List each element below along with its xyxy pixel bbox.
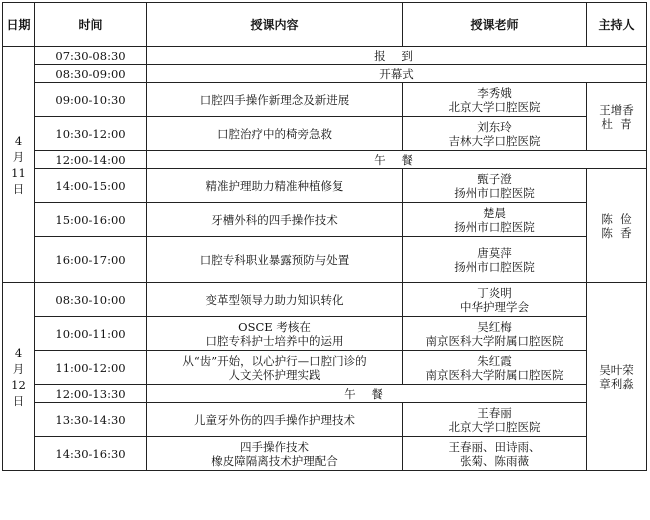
time-cell: 08:30-10:00 [35, 283, 147, 317]
host-cell: 陈 俭 陈 香 [587, 169, 647, 283]
host-cell: 王增香 杜 青 [587, 83, 647, 151]
content-cell: OSCE 考核在 口腔专科护士培养中的运用 [147, 317, 403, 351]
teacher-cell: 吴红梅 南京医科大学附属口腔医院 [403, 317, 587, 351]
teacher-cell: 唐莫萍 扬州市口腔医院 [403, 237, 587, 283]
date-cell-day1: 4 月 11 日 [3, 47, 35, 283]
table-row [3, 237, 647, 283]
teacher-cell: 李秀娥 北京大学口腔医院 [403, 83, 587, 117]
schedule-container [2, 2, 647, 471]
time-cell: 10:30-12:00 [35, 117, 147, 151]
time-cell: 11:00-12:00 [35, 351, 147, 385]
time-cell: 13:30-14:30 [35, 403, 147, 437]
content-cell: 牙槽外科的四手操作技术 [147, 203, 403, 237]
header-date: 日期 [3, 3, 35, 47]
content-cell: 精准护理助力精准种植修复 [147, 169, 403, 203]
table-row [3, 203, 647, 237]
time-cell: 08:30-09:00 [35, 65, 147, 83]
content-cell: 口腔治疗中的椅旁急救 [147, 117, 403, 151]
table-row [3, 169, 647, 203]
header-teacher: 授课老师 [403, 3, 587, 47]
content-cell: 口腔四手操作新理念及新进展 [147, 83, 403, 117]
table-row [3, 403, 647, 437]
host-cell: 吴叶荣 章利淼 [587, 283, 647, 471]
table-row [3, 283, 647, 317]
merged-cell: 午 餐 [147, 151, 647, 169]
header-time: 时间 [35, 3, 147, 47]
merged-cell: 开幕式 [147, 65, 647, 83]
time-cell: 07:30-08:30 [35, 47, 147, 65]
time-cell: 15:00-16:00 [35, 203, 147, 237]
merged-cell: 午 餐 [147, 385, 587, 403]
header-content: 授课内容 [147, 3, 403, 47]
teacher-cell: 王春丽 北京大学口腔医院 [403, 403, 587, 437]
teacher-cell: 甄子澄 扬州市口腔医院 [403, 169, 587, 203]
time-cell: 12:00-14:00 [35, 151, 147, 169]
time-cell: 14:30-16:30 [35, 437, 147, 471]
header-row [3, 3, 647, 47]
table-row [3, 65, 647, 83]
content-cell: 儿童牙外伤的四手操作护理技术 [147, 403, 403, 437]
table-row [3, 47, 647, 65]
teacher-cell: 楚晨 扬州市口腔医院 [403, 203, 587, 237]
content-cell: 变革型领导力助力知识转化 [147, 283, 403, 317]
content-cell: 口腔专科职业暴露预防与处置 [147, 237, 403, 283]
time-cell: 14:00-15:00 [35, 169, 147, 203]
table-row [3, 117, 647, 151]
table-row [3, 317, 647, 351]
time-cell: 12:00-13:30 [35, 385, 147, 403]
header-host: 主持人 [587, 3, 647, 47]
table-row [3, 151, 647, 169]
time-cell: 09:00-10:30 [35, 83, 147, 117]
content-cell: 四手操作技术 橡皮障隔离技术护理配合 [147, 437, 403, 471]
table-row [3, 437, 647, 471]
date-cell-day2: 4 月 12 日 [3, 283, 35, 471]
table-row [3, 351, 647, 385]
teacher-cell: 王春丽、田诗雨、 张菊、陈雨薇 [403, 437, 587, 471]
schedule-table [2, 2, 647, 471]
time-cell: 10:00-11:00 [35, 317, 147, 351]
table-row [3, 385, 647, 403]
teacher-cell: 朱红霞 南京医科大学附属口腔医院 [403, 351, 587, 385]
merged-cell: 报 到 [147, 47, 647, 65]
teacher-cell: 刘东玲 吉林大学口腔医院 [403, 117, 587, 151]
table-row [3, 83, 647, 117]
content-cell: 从“齿”开始，以心护行—口腔门诊的 人文关怀护理实践 [147, 351, 403, 385]
time-cell: 16:00-17:00 [35, 237, 147, 283]
teacher-cell: 丁炎明 中华护理学会 [403, 283, 587, 317]
